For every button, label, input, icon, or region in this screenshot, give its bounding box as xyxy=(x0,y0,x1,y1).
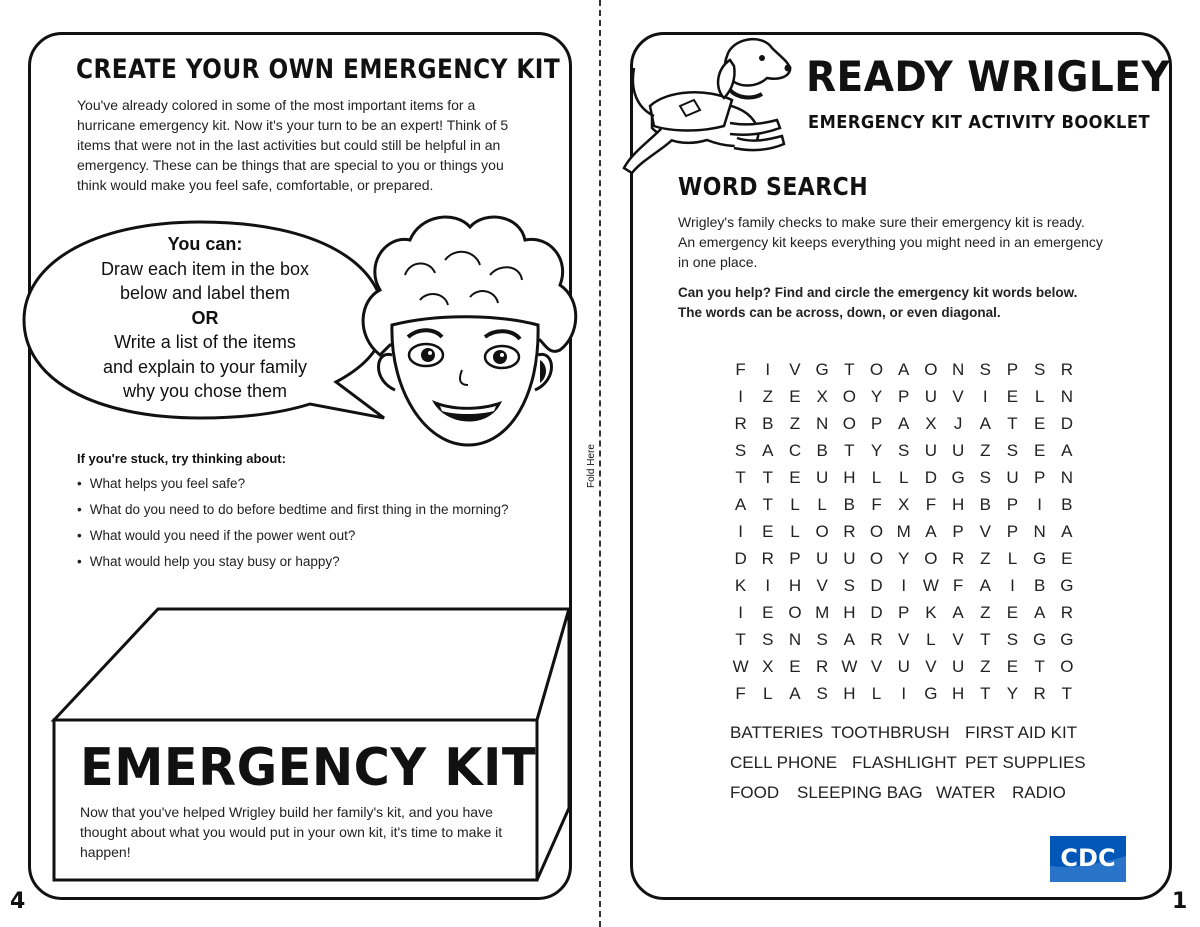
word-item: SLEEPING BAG xyxy=(797,783,923,802)
grid-letter[interactable]: S xyxy=(1033,359,1046,379)
grid-letter[interactable]: A xyxy=(925,521,937,541)
grid-letter[interactable]: M xyxy=(815,602,830,622)
grid-letter[interactable]: P xyxy=(1006,521,1019,541)
grid-letter[interactable]: B xyxy=(979,494,991,514)
grid-letter[interactable]: A xyxy=(762,440,774,460)
grid-letter[interactable]: F xyxy=(735,359,746,379)
grid-letter[interactable]: N xyxy=(1060,467,1073,487)
grid-letter[interactable]: T xyxy=(1007,413,1018,433)
grid-letter[interactable]: H xyxy=(788,575,802,595)
grid-letter[interactable]: B xyxy=(843,494,856,514)
left-intro-text: You've already colored in some of the most important items for a hurricane emergency kit. Now it's your turn to be an expert! Think of 5 items that were not in the last activities but could still be helpful in an emergency. These can be things that are special to you or things you think would make you feel safe, comfortable, or prepared. xyxy=(77,97,509,193)
grid-letter[interactable]: L xyxy=(1034,386,1045,406)
grid-letter[interactable]: R xyxy=(1060,359,1073,379)
booklet-title: READY WRIGLEY xyxy=(806,52,1171,101)
grid-letter[interactable]: R xyxy=(870,629,883,649)
grid-letter[interactable]: R xyxy=(951,548,965,568)
grid-letter[interactable]: F xyxy=(952,575,964,595)
grid-letter[interactable]: N xyxy=(816,413,829,433)
grid-letter[interactable]: A xyxy=(734,494,747,514)
grid-letter[interactable]: P xyxy=(952,521,964,541)
grid-letter[interactable]: L xyxy=(871,467,882,487)
bubble-line-5: why you chose them xyxy=(122,381,288,401)
grid-row xyxy=(727,653,1080,680)
page-number-left: 4 xyxy=(10,889,26,914)
grid-letter[interactable]: P xyxy=(1006,494,1019,514)
grid-letter[interactable]: I xyxy=(982,386,988,406)
grid-row xyxy=(727,626,1080,653)
grid-letter[interactable]: M xyxy=(896,521,911,541)
grid-letter[interactable]: U xyxy=(951,440,965,460)
word-search-intro xyxy=(678,212,1148,272)
grid-letter[interactable]: G xyxy=(1033,629,1047,649)
booklet-subtitle: EMERGENCY KIT ACTIVITY BOOKLET xyxy=(808,113,1151,133)
box-label: EMERGENCY KIT xyxy=(80,738,537,798)
grid-letter[interactable]: E xyxy=(1006,386,1019,406)
grid-letter[interactable]: O xyxy=(869,548,884,568)
grid-letter[interactable]: S xyxy=(762,629,774,649)
word-item: FOOD xyxy=(730,783,780,802)
grid-row xyxy=(727,464,1080,491)
grid-letter[interactable]: D xyxy=(924,467,938,487)
grid-letter[interactable]: H xyxy=(843,467,856,487)
word-item: FIRST AID KIT xyxy=(965,723,1078,742)
grid-letter[interactable]: T xyxy=(1034,656,1045,676)
grid-letter[interactable]: T xyxy=(844,440,855,460)
grid-letter[interactable]: U xyxy=(843,548,856,568)
grid-letter[interactable]: E xyxy=(789,656,801,676)
grid-letter[interactable]: B xyxy=(816,440,828,460)
grid-letter[interactable]: S xyxy=(734,440,747,460)
grid-letter[interactable]: F xyxy=(735,683,746,703)
grid-letter[interactable]: K xyxy=(925,602,937,622)
grid-letter[interactable]: U xyxy=(1006,467,1019,487)
grid-letter[interactable]: R xyxy=(761,548,774,568)
grid-letter[interactable]: L xyxy=(926,629,936,649)
grid-letter[interactable]: E xyxy=(1006,656,1019,676)
grid-letter[interactable]: P xyxy=(789,548,801,568)
grid-letter[interactable]: A xyxy=(1061,521,1073,541)
grid-letter[interactable]: N xyxy=(951,359,965,379)
grid-letter[interactable]: B xyxy=(1061,494,1073,514)
grid-letter[interactable]: T xyxy=(1061,683,1073,703)
grid-letter[interactable]: Z xyxy=(980,440,991,460)
grid-letter[interactable]: V xyxy=(925,656,937,676)
word-item: WATER xyxy=(936,783,996,802)
bubble-line-4: and explain to your family xyxy=(102,356,308,377)
intro-line-1: Wrigley's family checks to make sure their emergency kit is ready. xyxy=(678,214,1085,230)
grid-letter[interactable]: T xyxy=(980,683,991,703)
grid-letter[interactable]: Z xyxy=(980,656,991,676)
grid-letter[interactable]: T xyxy=(844,359,855,379)
grid-letter[interactable]: O xyxy=(842,413,856,433)
grid-letter[interactable]: P xyxy=(1033,467,1046,487)
grid-letter[interactable]: X xyxy=(925,413,937,433)
grid-letter[interactable]: I xyxy=(738,602,743,622)
grid-letter[interactable]: I xyxy=(901,575,907,595)
grid-letter[interactable]: X xyxy=(816,386,828,406)
grid-letter[interactable]: W xyxy=(732,656,749,676)
grid-letter[interactable]: C xyxy=(788,440,802,460)
grid-letter[interactable]: E xyxy=(789,386,801,406)
grid-letter[interactable]: E xyxy=(1006,602,1019,622)
grid-letter[interactable]: U xyxy=(897,656,910,676)
grid-letter[interactable]: I xyxy=(738,521,743,541)
word-item: FLASHLIGHT xyxy=(852,753,957,772)
grid-letter[interactable]: V xyxy=(898,629,910,649)
grid-letter[interactable]: S xyxy=(898,440,910,460)
grid-row xyxy=(727,680,1080,707)
grid-letter[interactable]: R xyxy=(1060,602,1073,622)
grid-letter[interactable]: T xyxy=(980,629,991,649)
grid-letter[interactable]: A xyxy=(843,629,856,649)
stuck-item: • What do you need to do before bedtime and first thing in the morning? xyxy=(77,500,509,526)
grid-letter[interactable]: N xyxy=(1060,386,1073,406)
grid-letter[interactable]: A xyxy=(789,683,801,703)
grid-letter[interactable]: N xyxy=(1033,521,1046,541)
grid-letter[interactable]: S xyxy=(1006,440,1019,460)
left-page-title: CREATE YOUR OWN EMERGENCY KIT xyxy=(76,54,561,85)
grid-letter[interactable]: S xyxy=(843,575,856,595)
grid-letter[interactable]: W xyxy=(841,656,858,676)
grid-letter[interactable]: J xyxy=(953,413,963,433)
grid-letter[interactable]: F xyxy=(925,494,937,514)
stuck-item: • What would help you stay busy or happy? xyxy=(77,552,509,578)
grid-letter[interactable]: G xyxy=(924,683,938,703)
grid-letter[interactable]: I xyxy=(765,359,771,379)
grid-letter[interactable]: R xyxy=(1033,683,1046,703)
grid-letter[interactable]: U xyxy=(951,656,965,676)
grid-letter[interactable]: P xyxy=(870,413,883,433)
grid-letter[interactable]: O xyxy=(788,602,802,622)
grid-row xyxy=(727,356,1080,383)
grid-letter[interactable]: O xyxy=(869,359,884,379)
grid-letter[interactable]: V xyxy=(789,359,801,379)
cdc-logo xyxy=(1050,836,1126,882)
grid-letter[interactable]: L xyxy=(790,494,800,514)
grid-letter[interactable]: L xyxy=(763,683,773,703)
grid-letter[interactable]: B xyxy=(762,413,774,433)
grid-letter[interactable]: S xyxy=(979,359,991,379)
stuck-item: • What would you need if the power went out? xyxy=(77,526,509,552)
grid-row xyxy=(727,410,1080,437)
grid-letter[interactable]: P xyxy=(1006,359,1019,379)
grid-letter[interactable]: H xyxy=(843,683,856,703)
grid-letter[interactable]: V xyxy=(979,521,991,541)
grid-letter[interactable]: H xyxy=(951,494,965,514)
grid-letter[interactable]: L xyxy=(871,683,882,703)
stuck-title: If you're stuck, try thinking about: xyxy=(77,451,286,466)
grid-letter[interactable]: V xyxy=(816,575,828,595)
grid-letter[interactable]: A xyxy=(898,359,910,379)
grid-letter[interactable]: R xyxy=(816,656,829,676)
grid-letter[interactable]: V xyxy=(952,629,964,649)
grid-letter[interactable]: Z xyxy=(762,386,773,406)
grid-letter[interactable]: A xyxy=(979,413,991,433)
grid-letter[interactable]: Z xyxy=(980,548,991,568)
intro-line-2: An emergency kit keeps everything you might need in an emergency xyxy=(678,234,1103,250)
bubble-or: OR xyxy=(191,307,219,328)
bubble-line-3: Write a list of the items xyxy=(114,332,296,352)
grid-letter[interactable]: G xyxy=(1033,548,1047,568)
word-search-grid xyxy=(727,356,1080,707)
grid-letter[interactable]: Y xyxy=(1006,683,1019,703)
grid-letter[interactable]: Y xyxy=(870,386,883,406)
grid-letter[interactable]: O xyxy=(842,386,856,406)
grid-letter[interactable]: I xyxy=(765,575,771,595)
word-item: CELL PHONE xyxy=(730,753,838,772)
grid-letter[interactable]: X xyxy=(762,656,774,676)
box-text: Now that you've helped Wrigley build her family's kit, and you have thought about what you would put in your own kit, it's time to make it happen! xyxy=(80,804,503,860)
stuck-item: • What helps you feel safe? xyxy=(77,474,509,500)
grid-letter[interactable]: O xyxy=(1060,656,1074,676)
grid-letter[interactable]: O xyxy=(924,359,938,379)
grid-letter[interactable]: I xyxy=(1010,575,1015,595)
grid-letter[interactable]: I xyxy=(738,386,743,406)
grid-letter[interactable]: P xyxy=(898,386,910,406)
grid-letter[interactable]: Y xyxy=(870,440,883,460)
grid-letter[interactable]: P xyxy=(898,602,910,622)
grid-row xyxy=(727,572,1080,599)
grid-letter[interactable]: G xyxy=(815,359,829,379)
grid-letter[interactable]: W xyxy=(922,575,939,595)
grid-letter[interactable]: D xyxy=(734,548,747,568)
grid-letter[interactable]: E xyxy=(762,602,774,622)
grid-letter[interactable]: S xyxy=(816,629,828,649)
intro-line-3: in one place. xyxy=(678,254,758,270)
word-search-title: WORD SEARCH xyxy=(678,172,869,201)
grid-letter[interactable]: H xyxy=(843,602,856,622)
grid-letter[interactable]: L xyxy=(898,467,909,487)
grid-letter[interactable]: U xyxy=(816,467,829,487)
fold-label: Fold Here xyxy=(586,444,597,488)
dog-wrigley-illustration xyxy=(612,28,802,183)
grid-letter[interactable]: S xyxy=(816,683,828,703)
grid-letter[interactable]: T xyxy=(762,467,773,487)
word-item: TOOTHBRUSH xyxy=(831,723,950,742)
bubble-line-1: Draw each item in the box xyxy=(100,258,310,279)
grid-letter[interactable]: B xyxy=(1033,575,1046,595)
grid-row xyxy=(727,599,1080,626)
word-item: BATTERIES xyxy=(730,723,824,742)
grid-letter[interactable]: Z xyxy=(789,413,801,433)
grid-row xyxy=(727,437,1080,464)
grid-letter[interactable]: D xyxy=(1060,413,1073,433)
grid-letter[interactable]: N xyxy=(788,629,802,649)
grid-letter[interactable]: U xyxy=(816,548,829,568)
grid-letter[interactable]: K xyxy=(734,575,747,595)
grid-letter[interactable]: E xyxy=(1061,548,1073,568)
grid-letter[interactable]: F xyxy=(871,494,882,514)
grid-letter[interactable]: O xyxy=(869,521,884,541)
grid-letter[interactable]: I xyxy=(901,683,907,703)
instruction-line-2: The words can be across, down, or even diagonal. xyxy=(678,305,1001,320)
grid-letter[interactable]: O xyxy=(924,548,938,568)
grid-row xyxy=(727,491,1080,518)
grid-letter[interactable]: X xyxy=(898,494,910,514)
grid-letter[interactable]: L xyxy=(790,521,800,541)
grid-letter[interactable]: H xyxy=(951,683,965,703)
grid-letter[interactable]: E xyxy=(762,521,774,541)
grid-letter[interactable]: G xyxy=(951,467,965,487)
grid-letter[interactable]: G xyxy=(1060,629,1074,649)
grid-letter[interactable]: S xyxy=(1006,629,1019,649)
grid-letter[interactable]: A xyxy=(979,575,991,595)
grid-row xyxy=(727,518,1080,545)
grid-letter[interactable]: V xyxy=(870,656,883,676)
grid-letter[interactable]: A xyxy=(898,413,910,433)
grid-letter[interactable]: V xyxy=(952,386,964,406)
grid-letter[interactable]: U xyxy=(924,386,938,406)
grid-letter[interactable]: R xyxy=(843,521,856,541)
grid-letter[interactable]: D xyxy=(870,602,883,622)
grid-letter[interactable]: T xyxy=(735,467,746,487)
page-number-right: 1 xyxy=(1172,889,1188,914)
grid-letter[interactable]: E xyxy=(789,467,801,487)
word-search-instructions xyxy=(678,283,1148,323)
grid-letter[interactable]: E xyxy=(1033,413,1046,433)
grid-letter[interactable]: A xyxy=(1033,602,1046,622)
cdc-logo-text: CDC xyxy=(1060,844,1116,872)
grid-letter[interactable]: R xyxy=(734,413,747,433)
word-item: RADIO xyxy=(1012,783,1066,802)
grid-letter[interactable]: A xyxy=(952,602,964,622)
grid-letter[interactable]: E xyxy=(1033,440,1046,460)
grid-letter[interactable]: S xyxy=(979,467,991,487)
grid-letter[interactable]: Y xyxy=(898,548,910,568)
grid-row xyxy=(727,545,1080,572)
grid-letter[interactable]: I xyxy=(1037,494,1043,514)
grid-row xyxy=(727,383,1080,410)
bubble-heading: You can: xyxy=(167,234,243,254)
grid-letter[interactable]: G xyxy=(1060,575,1074,595)
grid-letter[interactable]: Z xyxy=(980,602,991,622)
grid-letter[interactable]: T xyxy=(735,629,746,649)
grid-letter[interactable]: L xyxy=(1007,548,1018,568)
grid-letter[interactable]: L xyxy=(817,494,827,514)
grid-letter[interactable]: T xyxy=(762,494,773,514)
bubble-line-2: below and label them xyxy=(119,283,291,303)
grid-letter[interactable]: U xyxy=(924,440,938,460)
grid-letter[interactable]: D xyxy=(870,575,883,595)
word-item: PET SUPPLIES xyxy=(965,753,1086,772)
instruction-line-1: Can you help? Find and circle the emergency kit words below. xyxy=(678,285,1078,300)
grid-letter[interactable]: O xyxy=(815,521,829,541)
grid-letter[interactable]: A xyxy=(1061,440,1073,460)
